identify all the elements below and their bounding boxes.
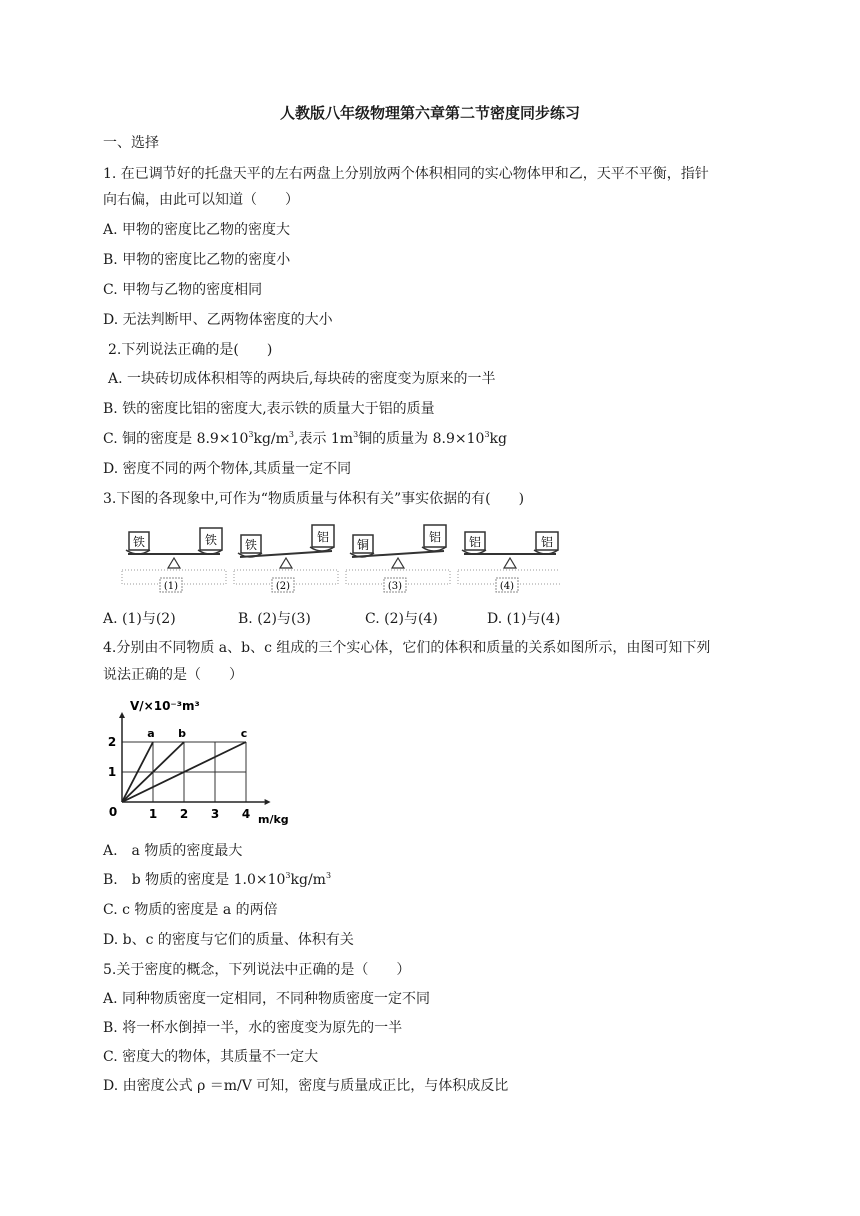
q5-option-c: C. 密度大的物体，其质量不一定大 xyxy=(103,1049,319,1065)
q3-option-b: B. (2)与(3) xyxy=(238,611,311,627)
q4-stem-line1: 4.分别由不同物质 a、b、c 组成的三个实心体，它们的体积和质量的关系如图所示，由图可知下列 xyxy=(103,640,711,656)
q4-option-c: C. c 物质的密度是 a 的两倍 xyxy=(103,902,278,918)
q2-option-d: D. 密度不同的两个物体,其质量一定不同 xyxy=(103,461,352,477)
q4-option-d: D. b、c 的密度与它们的质量、体积有关 xyxy=(103,932,354,948)
q1-option-b: B. 甲物的密度比乙物的密度小 xyxy=(103,252,291,268)
fulcrum-icon xyxy=(392,558,404,568)
right-block-label: 铝 xyxy=(428,530,442,544)
q3-option-a: A. (1)与(2) xyxy=(103,611,176,627)
left-block-label: 铁 xyxy=(244,538,258,552)
x-tick-label: 1 xyxy=(148,807,158,821)
y-tick-label: 2 xyxy=(107,735,117,749)
x-tick-label: 3 xyxy=(210,807,220,821)
q1-option-d: D. 无法判断甲、乙两物体密度的大小 xyxy=(103,312,333,328)
x-axis-arrow-icon xyxy=(265,799,271,805)
q3-option-c: C. (2)与(4) xyxy=(365,611,438,627)
balance-scale-1 xyxy=(122,528,226,592)
series-label-c: c xyxy=(240,727,248,740)
scale-label: (3) xyxy=(387,581,403,592)
scale-label: (2) xyxy=(275,581,291,592)
q3-options xyxy=(103,609,560,629)
q3-stem: 3.下图的各现象中,可作为“物质质量与体积有关”事实依据的有( ) xyxy=(103,491,525,507)
left-block-label: 铜 xyxy=(356,538,370,552)
balance-scale-2 xyxy=(234,525,338,592)
scale-label: (1) xyxy=(163,581,179,592)
x-tick-label: 2 xyxy=(179,807,189,821)
fulcrum-icon xyxy=(168,558,180,568)
q4-option-a: A. a 物质的密度最大 xyxy=(103,843,243,859)
series-label-a: a xyxy=(147,727,155,740)
x-axis-label: m/kg xyxy=(258,813,289,826)
q1-option-c: C. 甲物与乙物的密度相同 xyxy=(103,282,263,298)
section-heading: 一、选择 xyxy=(103,135,159,151)
page-title: 人教版八年级物理第六章第二节密度同步练习 xyxy=(279,104,580,122)
right-block-label: 铝 xyxy=(540,535,554,549)
q5-option-a: A. 同种物质密度一定相同，不同种物质密度一定不同 xyxy=(103,991,431,1007)
left-block-label: 铝 xyxy=(468,535,482,549)
y-axis-arrow-icon xyxy=(119,712,125,718)
y-axis-label: V/×10⁻³m³ xyxy=(130,699,200,713)
fulcrum-icon xyxy=(504,558,516,568)
fulcrum-icon xyxy=(280,558,292,568)
q1-option-a: A. 甲物的密度比乙物的密度大 xyxy=(103,222,291,238)
q1-stem-line2: 向右偏，由此可以知道（ ） xyxy=(103,192,299,208)
q4-stem-line2: 说法正确的是（ ） xyxy=(103,667,243,683)
series-label-b: b xyxy=(178,727,186,740)
scale-label: (4) xyxy=(499,581,515,592)
q3-option-d: D. (1)与(4) xyxy=(487,611,561,627)
origin-label: 0 xyxy=(108,805,118,819)
q5-stem: 5.关于密度的概念，下列说法中正确的是（ ） xyxy=(103,962,411,978)
right-block-label: 铁 xyxy=(204,533,218,547)
q4-option-b: B. b 物质的密度是 $1.0\times 10^3kg/m^3$ xyxy=(103,871,332,888)
q2-option-a: A. 一块砖切成体积相等的两块后,每块砖的密度变为原来的一半 xyxy=(108,371,496,387)
x-tick-label: 4 xyxy=(241,807,251,821)
left-block-label: 铁 xyxy=(132,535,146,549)
balance-scale-3 xyxy=(346,525,450,592)
q5-option-d: D. 由密度公式 ρ ＝m/V 可知，密度与质量成正比，与体积成反比 xyxy=(103,1078,509,1094)
q5-option-b: B. 将一杯水倒掉一半，水的密度变为原先的一半 xyxy=(103,1020,403,1036)
balance-scales-figure xyxy=(120,522,560,598)
q2-stem: 2.下列说法正确的是( ) xyxy=(108,342,273,358)
right-block-label: 铝 xyxy=(316,530,330,544)
balance-scale-4 xyxy=(458,532,560,592)
y-tick-label: 1 xyxy=(107,765,117,779)
q2-option-c: C. 铜的密度是 $8.9\times 10^3kg/m^3$,表示 $1m^3$铜的质量为 $8.9\times 10^3kg$ xyxy=(103,430,507,447)
q2-option-b: B. 铁的密度比铝的密度大,表示铁的质量大于铝的质量 xyxy=(103,401,435,417)
volume-mass-chart xyxy=(100,696,300,830)
q1-stem-line1: 1. 在已调节好的托盘天平的左右两盘上分别放两个体积相同的实心物体甲和乙，天平不平衡，指针 xyxy=(103,166,709,182)
